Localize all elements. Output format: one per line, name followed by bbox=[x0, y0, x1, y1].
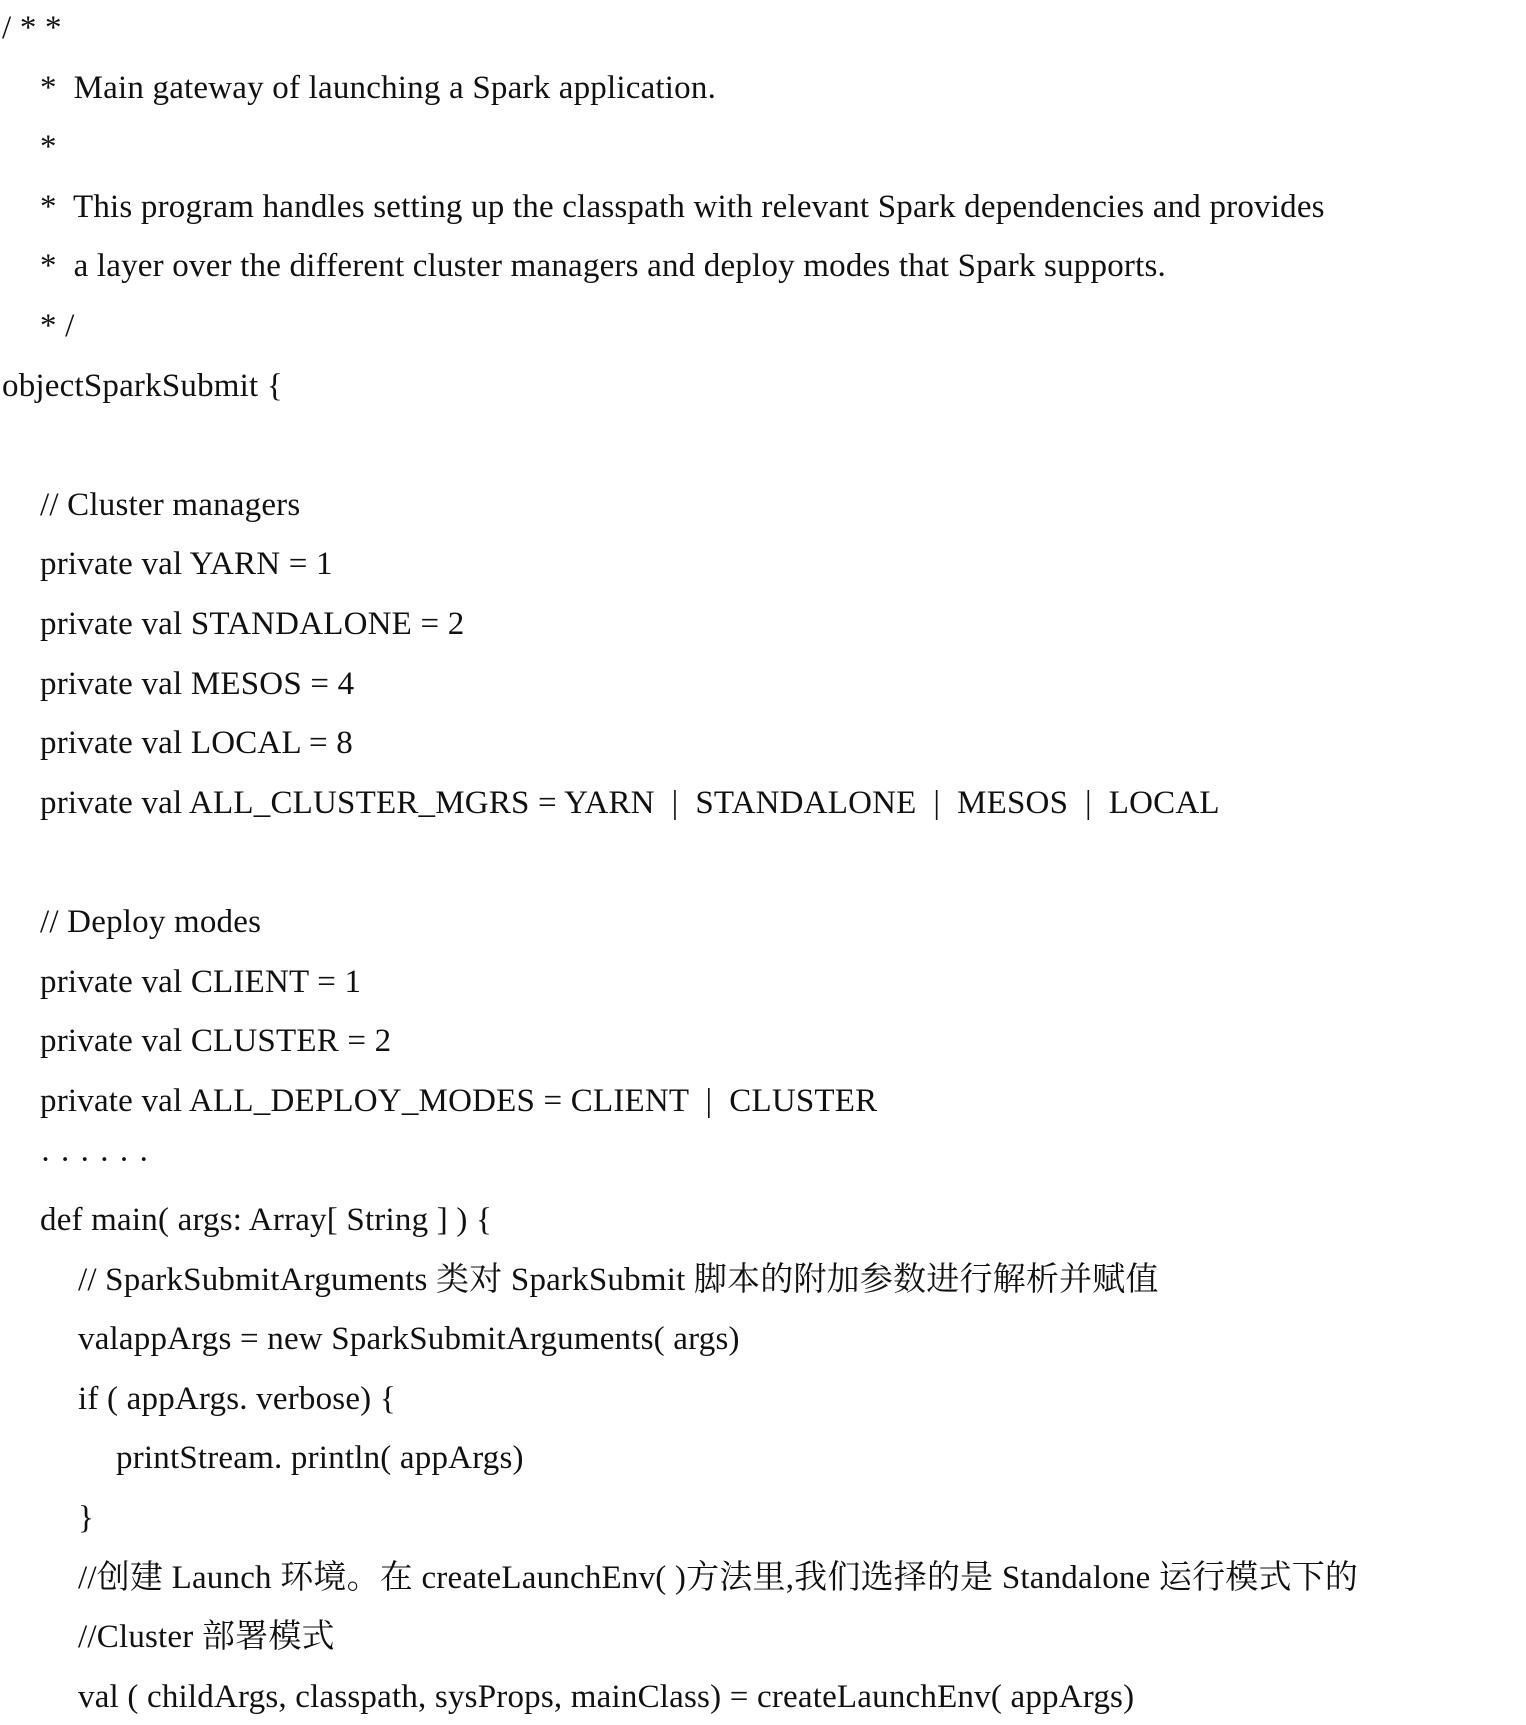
code-line: private val YARN = 1 bbox=[40, 546, 333, 583]
code-line: printStream. println( appArgs) bbox=[116, 1440, 524, 1477]
code-line: private val STANDALONE = 2 bbox=[40, 606, 465, 642]
code-line: //Cluster 部署模式 bbox=[78, 1619, 335, 1656]
code-line: // Deploy modes bbox=[40, 904, 262, 940]
code-line: / * * bbox=[2, 10, 62, 46]
code-line: private val CLIENT = 1 bbox=[40, 963, 362, 1000]
code-line: * This program handles setting up the classpath with relevant Spark dependencies and provides bbox=[40, 188, 1325, 225]
code-line: objectSparkSubmit { bbox=[2, 367, 283, 404]
code-line: private val MESOS = 4 bbox=[40, 665, 355, 702]
code-line: * Main gateway of launching a Spark application. bbox=[40, 69, 717, 106]
code-line: private val CLUSTER = 2 bbox=[40, 1023, 392, 1060]
code-line: } bbox=[78, 1500, 95, 1536]
code-line: // Cluster managers bbox=[40, 486, 301, 523]
code-line: if ( appArgs. verbose) { bbox=[78, 1380, 396, 1417]
code-line: //创建 Launch 环境。在 createLaunchEnv( )方法里,我们选择的是 Standalone 运行模式下的 bbox=[78, 1559, 1359, 1596]
code-line: private val LOCAL = 8 bbox=[40, 725, 354, 762]
code-line: * bbox=[40, 129, 57, 166]
code-line: · · · · · · bbox=[40, 1142, 150, 1179]
code-line: def main( args: Array[ String ] ) { bbox=[40, 1202, 493, 1238]
code-line: val ( childArgs, classpath, sysProps, mainClass) = createLaunchEnv( appArgs) bbox=[78, 1678, 1135, 1715]
code-line: private val ALL_DEPLOY_MODES = CLIENT | CLUSTER bbox=[40, 1082, 878, 1119]
code-line: // SparkSubmitArguments 类对 SparkSubmit 脚本的附加参数进行解析并赋值 bbox=[78, 1261, 1159, 1298]
code-line: valappArgs = new SparkSubmitArguments( args) bbox=[78, 1321, 740, 1358]
code-line: private val ALL_CLUSTER_MGRS = YARN | STANDALONE | MESOS | LOCAL bbox=[40, 784, 1220, 821]
code-line: * a layer over the different cluster managers and deploy modes that Spark supports. bbox=[40, 248, 1166, 285]
code-line: * / bbox=[40, 308, 75, 344]
